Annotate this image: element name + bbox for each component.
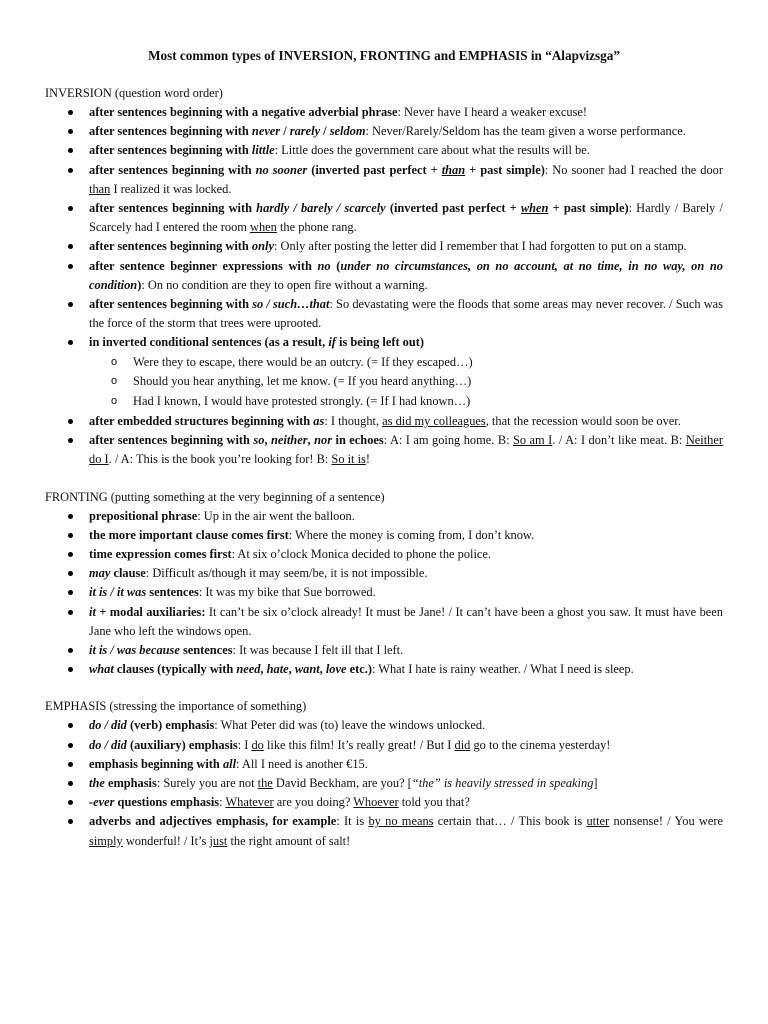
- text-run: after sentence beginner expressions with: [89, 258, 318, 273]
- sub-list-item: [89, 372, 723, 392]
- text-run: !: [365, 452, 370, 467]
- text-run: utter: [586, 814, 610, 829]
- text-run: simply: [89, 833, 123, 848]
- text-run: after sentences beginning with: [89, 297, 253, 312]
- fronting-list: [45, 507, 723, 680]
- text-run: do: [251, 737, 264, 752]
- text-run: ,: [319, 662, 326, 677]
- list-item: [45, 295, 723, 333]
- list-item: [45, 812, 723, 850]
- text-run: ]: [593, 776, 598, 791]
- sub-list-item: [89, 392, 723, 412]
- list-item: [45, 716, 723, 735]
- text-run: the right amount of salt!: [227, 833, 351, 848]
- text-run: ,: [307, 433, 315, 448]
- list-item: [45, 333, 723, 412]
- list-item: [45, 641, 723, 660]
- text-run: after embedded structures beginning with: [89, 414, 314, 429]
- text-run: : It was because I felt ill that I left.: [232, 643, 404, 658]
- text-run: emphasis beginning with: [89, 756, 223, 771]
- text-run: Should you hear anything, let me know. (= If you heard anything…): [133, 374, 472, 389]
- section-heading-inversion: [45, 84, 723, 103]
- text-run: nor: [314, 433, 333, 448]
- text-run: it is / it was: [89, 585, 147, 600]
- text-run: after sentences beginning with: [89, 433, 254, 448]
- text-run: it: [89, 604, 96, 619]
- text-run: all: [222, 756, 237, 771]
- circle-bullet-icon: o: [111, 375, 118, 388]
- list-item: [45, 545, 723, 564]
- list-item: [45, 161, 723, 199]
- text-run: . / A: This is the book you’re looking for! B:: [108, 452, 332, 467]
- text-run: (verb) emphasis: [126, 718, 215, 733]
- text-run: what: [89, 662, 114, 677]
- text-run: wonderful! / It’s: [122, 833, 210, 848]
- text-run: : It was my bike that Sue borrowed.: [198, 585, 376, 600]
- text-run: are you doing?: [273, 795, 354, 810]
- text-run: : A: I am going home. B:: [383, 433, 513, 448]
- text-run: is being left out): [335, 335, 425, 350]
- list-item: [45, 507, 723, 526]
- text-run: in echoes: [332, 433, 384, 448]
- text-run: : What Peter did was (to) leave the windows unlocked.: [214, 718, 486, 733]
- text-run: the more important clause comes first: [89, 527, 289, 542]
- text-run: ,: [264, 433, 272, 448]
- text-run: told you that?: [398, 795, 470, 810]
- emphasis-section: [45, 697, 723, 850]
- text-run: : I thought,: [324, 414, 383, 429]
- inversion-list: [45, 103, 723, 470]
- text-run: So it is: [331, 452, 366, 467]
- text-run: Whoever: [353, 795, 399, 810]
- list-item: [45, 257, 723, 295]
- text-run: : Hardly / Barely / Scarcely had I entered the room: [89, 201, 723, 235]
- text-run: after sentences beginning with a negative adverbial phrase: [89, 105, 398, 119]
- text-run: after sentences beginning with: [89, 239, 252, 254]
- text-run: etc.): [346, 662, 372, 677]
- sub-list: [89, 353, 723, 412]
- text-run: Neither do I: [89, 433, 723, 467]
- text-run: : Difficult as/though it may seem/be, it is not impossible.: [145, 566, 428, 581]
- inversion-section: [45, 84, 723, 470]
- text-run: no sooner: [255, 162, 308, 177]
- text-run: : Surely you are not: [156, 776, 258, 791]
- text-run: (inverted past perfect +: [385, 201, 521, 216]
- text-run: : It is: [336, 814, 369, 829]
- section-heading-emphasis: [45, 697, 723, 716]
- text-run: + past simple): [548, 201, 629, 216]
- text-run: (auxiliary) emphasis: [126, 737, 238, 752]
- section-description: (putting something at the very beginning of a sentence): [107, 489, 385, 504]
- text-run: rarely: [289, 124, 321, 139]
- text-run: + past simple): [465, 162, 545, 177]
- text-run: emphasis: [104, 776, 157, 791]
- text-run: : Never/Rarely/Seldom has the team given a worse performance.: [365, 124, 686, 139]
- list-item: [45, 755, 723, 774]
- text-run: Whatever: [225, 795, 274, 810]
- text-run: prepositional phrase: [89, 508, 198, 523]
- fronting-section: [45, 488, 723, 680]
- text-run: /: [280, 124, 290, 139]
- section-name: INVERSION: [45, 86, 112, 100]
- text-run: did: [454, 737, 471, 752]
- text-run: after sentences beginning with: [89, 162, 256, 177]
- list-item: [45, 774, 723, 793]
- text-run: : On no condition are they to open fire without a warning.: [141, 277, 428, 292]
- text-run: when: [520, 201, 549, 216]
- section-name: FRONTING: [45, 489, 108, 504]
- text-run: Had I known, I would have protested strongly. (= If I had known…): [133, 394, 471, 409]
- text-run: : I: [237, 737, 252, 752]
- text-run: after sentences beginning with: [89, 124, 252, 139]
- text-run: may: [89, 566, 111, 581]
- section-gap: [45, 679, 723, 697]
- text-run: : Where the money is coming from, I don’t know.: [288, 527, 535, 542]
- section-gap: [45, 470, 723, 488]
- list-item: [45, 141, 723, 160]
- text-run: only: [251, 239, 274, 254]
- text-run: : Up in the air went the balloon.: [197, 508, 355, 523]
- text-run: no: [317, 258, 331, 273]
- text-run: So am I: [513, 433, 553, 448]
- text-run: little: [251, 143, 275, 158]
- text-run: under no circumstances, on no account, at no time, in no way, on no condition: [89, 258, 723, 292]
- section-heading-fronting: [45, 488, 723, 507]
- text-run: so: [253, 433, 265, 448]
- text-run: after sentences beginning with: [89, 201, 257, 216]
- text-run: questions emphasis: [114, 795, 220, 810]
- text-run: than: [89, 181, 111, 196]
- text-run: by no means: [368, 814, 434, 829]
- circle-bullet-icon: o: [111, 355, 118, 368]
- section-description: (question word order): [111, 86, 223, 100]
- list-item: [45, 603, 723, 641]
- text-run: if: [328, 335, 336, 350]
- text-run: . / A: I don’t like meat. B:: [552, 433, 686, 448]
- text-run: ,: [260, 662, 267, 677]
- text-run: hate: [266, 662, 289, 677]
- text-run: want: [294, 662, 320, 677]
- list-item: [45, 122, 723, 141]
- list-item: [45, 431, 723, 469]
- text-run: after sentences beginning with: [89, 143, 252, 158]
- text-run: + modal auxiliaries:: [95, 604, 206, 619]
- text-run: seldom: [329, 124, 366, 139]
- text-run: neither: [271, 433, 308, 448]
- list-item: [45, 583, 723, 602]
- text-run: clauses (typically with: [113, 662, 237, 677]
- text-run: when: [250, 220, 277, 235]
- text-run: sentences: [179, 643, 233, 658]
- list-item: [45, 736, 723, 755]
- text-run: need: [236, 662, 261, 677]
- text-run: : No sooner had I reached the door: [544, 162, 724, 177]
- text-run: like this film! It’s really great! / But I: [263, 737, 455, 752]
- text-run: do / did: [89, 718, 127, 733]
- text-run: : Little does the government care about what the results will be.: [274, 143, 590, 158]
- list-item: [45, 793, 723, 812]
- text-run: : Never have I heard a weaker excuse!: [397, 105, 588, 119]
- emphasis-list: [45, 716, 723, 850]
- text-run: it is / was because: [89, 643, 180, 658]
- section-name: EMPHASIS: [45, 699, 107, 714]
- text-run: , that the recession would soon be over.: [485, 414, 681, 429]
- text-run: the: [257, 776, 273, 791]
- text-run: never: [251, 124, 281, 139]
- text-run: as: [313, 414, 325, 429]
- text-run: /: [320, 124, 330, 139]
- text-run: :: [219, 795, 226, 810]
- list-item: [45, 564, 723, 583]
- list-item: [45, 526, 723, 545]
- text-run: ,: [288, 662, 295, 677]
- text-run: time expression comes first: [89, 547, 232, 562]
- text-run: -ever: [89, 795, 115, 810]
- list-item: [45, 660, 723, 679]
- sub-list-item: [89, 353, 723, 373]
- text-run: do / did: [89, 737, 127, 752]
- text-run: just: [209, 833, 228, 848]
- text-run: David Beckham, are you? [: [272, 776, 412, 791]
- text-run: sentences: [146, 585, 199, 600]
- text-run: I realized it was locked.: [110, 181, 232, 196]
- text-run: so / such…that: [252, 297, 330, 312]
- text-run: : So devastating were the floods that some areas may never recover. / Such was the force of the storm that trees were uprooted.: [89, 297, 723, 331]
- text-run: It can’t be six o’clock already! It must be Jane! / It can’t have been a ghost you saw. It must have been Jane who left the windows open.: [89, 604, 723, 638]
- list-item: [45, 412, 723, 431]
- text-run: as did my colleagues: [382, 414, 486, 429]
- text-run: : What I hate is rainy weather. / What I need is sleep.: [371, 662, 634, 677]
- page-title: Most common types of INVERSION, FRONTING and EMPHASIS in “Alapvizsga”: [148, 48, 620, 63]
- text-run: (inverted past perfect +: [307, 162, 442, 177]
- text-run: clause: [110, 566, 146, 581]
- text-run: : Only after posting the letter did I remember that I had forgotten to put on a stamp.: [273, 239, 687, 254]
- list-item: [45, 237, 723, 256]
- text-run: : At six o’clock Monica decided to phone the police.: [231, 547, 492, 562]
- text-run: the phone rang.: [276, 220, 357, 235]
- list-item: [45, 103, 723, 122]
- text-run: nonsense! / You were: [609, 814, 723, 829]
- text-run: go to the cinema yesterday!: [470, 737, 611, 752]
- circle-bullet-icon: o: [111, 395, 118, 408]
- text-run: certain that… / This book is: [433, 814, 587, 829]
- text-run: the: [89, 776, 105, 791]
- text-run: than: [441, 162, 466, 177]
- text-run: in inverted conditional sentences (as a result,: [89, 335, 329, 350]
- text-run: “the” is heavily stressed in speaking: [411, 776, 594, 791]
- text-run: ): [137, 277, 142, 292]
- text-run: : All I need is another €15.: [236, 756, 368, 771]
- text-run: adverbs and adjectives emphasis, for example: [89, 814, 337, 829]
- text-run: Were they to escape, there would be an outcry. (= If they escaped…): [133, 354, 473, 369]
- list-item: [45, 199, 723, 237]
- text-run: hardly / barely / scarcely: [256, 201, 386, 216]
- text-run: (: [330, 258, 341, 273]
- section-description: (stressing the importance of something): [106, 699, 307, 714]
- text-run: love: [325, 662, 347, 677]
